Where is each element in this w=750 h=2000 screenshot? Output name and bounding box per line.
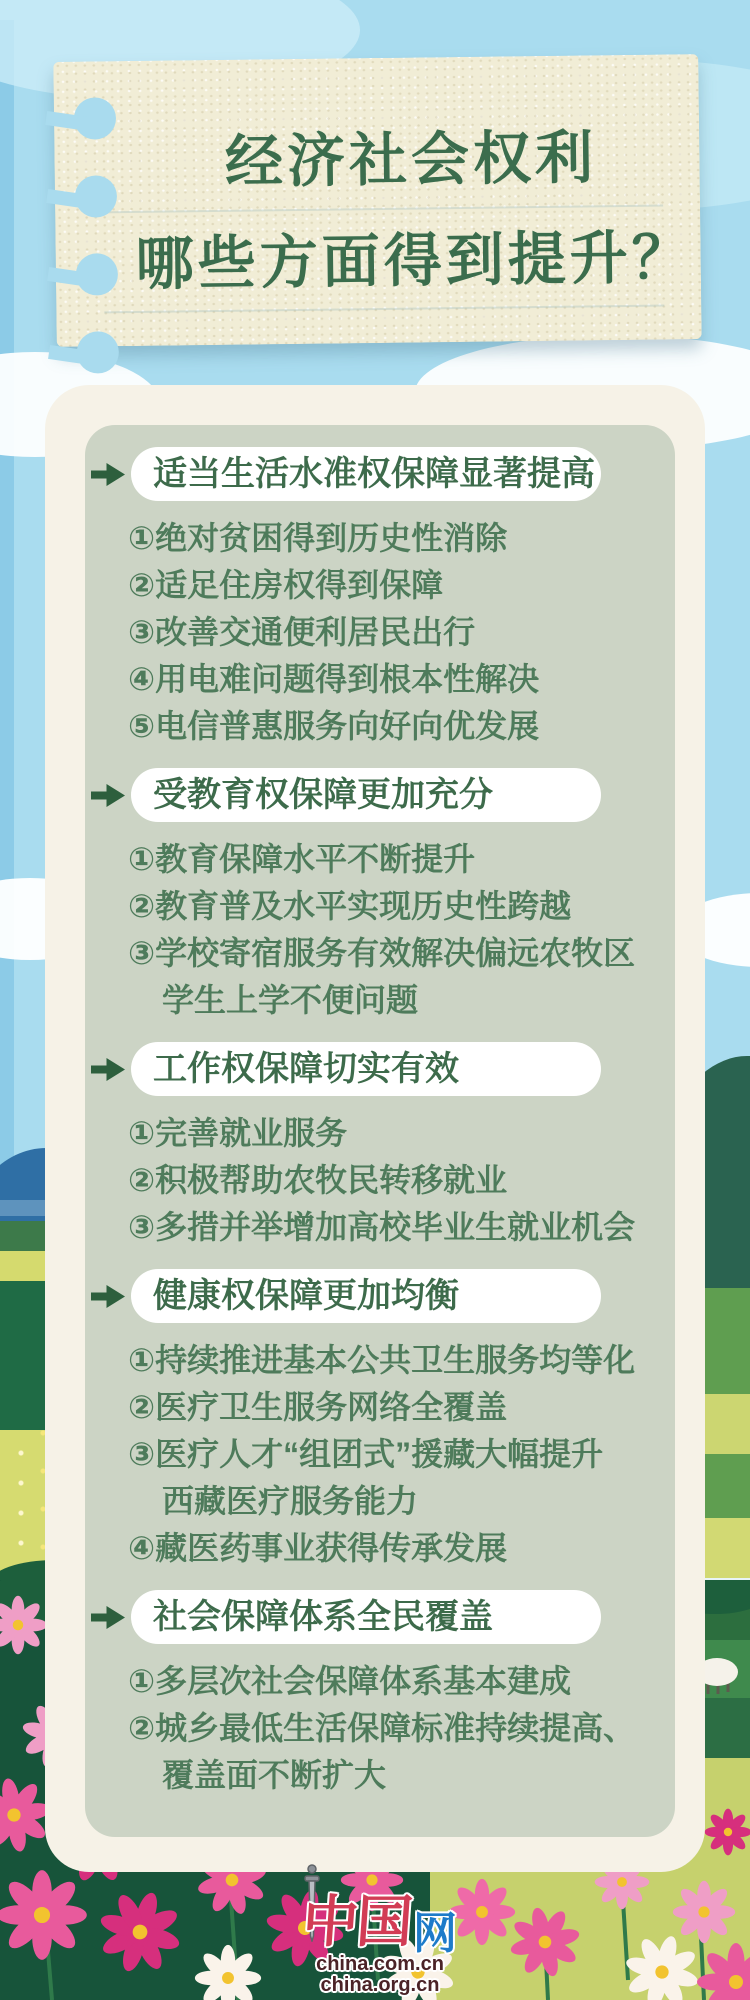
arrow-icon xyxy=(90,461,126,488)
section-health xyxy=(128,1269,660,1572)
poster-title-line-2: 哪些方面得到提升？ xyxy=(135,225,695,297)
section-header-text: 受教育权保障更加充分 xyxy=(153,776,493,814)
arrow-icon xyxy=(90,1604,126,1631)
title-note-paper xyxy=(53,54,701,347)
china-net-logo xyxy=(285,1878,475,1996)
list-item: ④藏医药事业获得传承发展 xyxy=(128,1530,508,1566)
sky-edge-strip xyxy=(0,20,14,1170)
list-item: ③学校寄宿服务有效解决偏远农牧区 xyxy=(128,935,636,971)
section-header-text: 适当生活水准权保障显著提高 xyxy=(153,455,595,493)
arrow-icon xyxy=(90,1056,126,1083)
section-header-pill xyxy=(131,1590,601,1644)
section-adequate-living xyxy=(128,447,660,750)
logo-text-zhongguo: 中国 xyxy=(300,1890,413,1953)
list-item: ②城乡最低生活保障标准持续提高、 xyxy=(128,1710,636,1746)
section-header-pill xyxy=(131,447,601,501)
arrow-icon xyxy=(90,1283,126,1310)
list-item-continuation: 覆盖面不断扩大 xyxy=(162,1757,387,1793)
list-item-continuation: 西藏医疗服务能力 xyxy=(162,1483,419,1519)
list-item: ③医疗人才“组团式”援藏大幅提升 xyxy=(128,1436,604,1472)
logo-text-wang: 网 xyxy=(413,1909,457,1958)
logo-url-1: china.com.cn xyxy=(316,1953,444,1975)
list-item: ③多措并举增加高校毕业生就业机会 xyxy=(128,1209,636,1245)
list-item: ②积极帮助农牧民转移就业 xyxy=(128,1162,508,1198)
list-item: ①持续推进基本公共卫生服务均等化 xyxy=(128,1342,636,1378)
section-header-pill xyxy=(131,1269,601,1323)
list-item: ①多层次社会保障体系基本建成 xyxy=(128,1663,572,1699)
list-item: ③改善交通便利居民出行 xyxy=(128,614,476,650)
section-header-pill xyxy=(131,768,601,822)
list-item: ①绝对贫困得到历史性消除 xyxy=(128,520,508,556)
list-item-continuation: 学生上学不便问题 xyxy=(162,982,419,1018)
section-header-text: 健康权保障更加均衡 xyxy=(153,1277,459,1315)
section-header-text: 社会保障体系全民覆盖 xyxy=(153,1598,493,1636)
section-education xyxy=(128,768,660,1024)
section-header-text: 工作权保障切实有效 xyxy=(153,1050,459,1088)
section-social-security xyxy=(128,1590,660,1799)
list-item: ①完善就业服务 xyxy=(128,1115,348,1151)
section-work xyxy=(128,1042,660,1251)
list-item: ②适足住房权得到保障 xyxy=(128,567,444,603)
list-item: ④用电难问题得到根本性解决 xyxy=(128,661,540,697)
list-item: ②医疗卫生服务网络全覆盖 xyxy=(128,1389,508,1425)
list-item: ①教育保障水平不断提升 xyxy=(128,841,476,877)
logo-url-2: china.org.cn xyxy=(320,1974,440,1996)
list-item: ⑤电信普惠服务向好向优发展 xyxy=(128,708,540,744)
content-panel-outer xyxy=(45,385,705,1872)
content-panel xyxy=(85,425,675,1837)
arrow-icon xyxy=(90,782,126,809)
list-item: ②教育普及水平实现历史性跨越 xyxy=(128,888,572,924)
section-header-pill xyxy=(131,1042,601,1096)
poster-title-line-1: 经济社会权利 xyxy=(224,125,598,195)
